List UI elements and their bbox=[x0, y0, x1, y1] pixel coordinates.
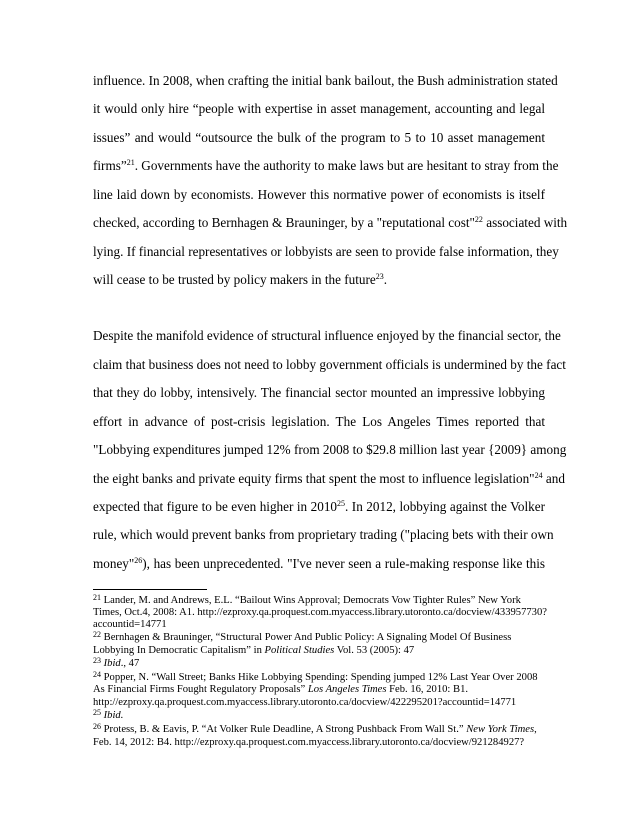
line-text: and bbox=[542, 471, 565, 486]
body-line: effort in advance of post-crisis legislation. The Los Angeles Times reported that bbox=[93, 414, 545, 429]
line-text: checked, according to Bernhagen & Brauninger, by a "reputational cost" bbox=[93, 215, 475, 230]
line-text: ), has been unprecedented. "I've never seen a rule-making response like this bbox=[142, 556, 545, 571]
body-line: line laid down by economists. However this normative power of economists is itself bbox=[93, 187, 545, 202]
body-line: lying. If financial representatives or lobbyists are seen to provide false information, they bbox=[93, 244, 559, 259]
footnote-22-line-1: $^{22}$ Bernhagen & Brauninger, “Structural Power And Public Policy: A Signaling Model Of Business bbox=[93, 630, 512, 643]
line-text: will cease to be trusted by policy makers in the future bbox=[93, 272, 376, 287]
footnote-21-line-1: $^{21}$ Lander, M. and Andrews, E.L. “Bailout Wins Approval; Democrats Vow Tighter Rules” New York bbox=[93, 593, 521, 606]
footnote-ref: 23 bbox=[375, 272, 384, 281]
footnote-25: $^{25}$ Ibid. bbox=[93, 708, 124, 721]
footnote-ref: 21 bbox=[126, 158, 135, 167]
footnote-21-line-2: Times, Oct.4, 2008: A1. http://ezproxy.qa.proquest.com.myaccess.library.utoronto.ca/docview/433957730? bbox=[93, 607, 547, 618]
body-line bbox=[93, 499, 545, 517]
footnote-21-line-3: accountid=14771 bbox=[93, 619, 167, 630]
line-text: . bbox=[383, 272, 388, 287]
footnote-separator bbox=[93, 589, 207, 590]
body-line: it would only hire “people with expertise in asset management, accounting and legal bbox=[93, 101, 545, 116]
line-text: expected that figure to be even higher in 2010 bbox=[93, 499, 338, 514]
body-line: issues” and would “outsource the bulk of the program to 5 to 10 asset management bbox=[93, 130, 545, 145]
body-line bbox=[93, 556, 545, 574]
footnote-24-line-2: As Financial Firms Fought Regulatory Proposals” Los Angeles Times Feb. 16, 2010: B1. bbox=[93, 684, 469, 695]
footnote-26-line-2: Feb. 14, 2012: B4. http://ezproxy.qa.proquest.com.myaccess.library.utoronto.ca/docview/921284927? bbox=[93, 737, 525, 748]
body-line bbox=[93, 272, 545, 290]
footnote-ref: 24 bbox=[534, 471, 543, 480]
footnote-ref: 25 bbox=[337, 499, 346, 508]
line-text: . In 2012, lobbying against the Volker bbox=[345, 499, 545, 514]
body-line: rule, which would prevent banks from proprietary trading ("placing bets with their own bbox=[93, 527, 554, 542]
body-line: Despite the manifold evidence of structural influence enjoyed by the financial sector, the bbox=[93, 328, 561, 343]
body-line bbox=[93, 215, 568, 233]
body-line: "Lobbying expenditures jumped 12% from 2008 to $29.8 million last year {2009} among bbox=[93, 442, 567, 457]
line-text: money" bbox=[93, 556, 135, 571]
footnote-23: $^{23}$ Ibid., 47 bbox=[93, 656, 140, 669]
footnote-26-line-1: $^{26}$ Protess, B. & Eavis, P. “At Volker Rule Deadline, A Strong Pushback From Wall St.” New York Times, bbox=[93, 722, 537, 735]
line-text: firms” bbox=[93, 158, 127, 173]
footnote-24-line-3: http://ezproxy.qa.proquest.com.myaccess.library.utoronto.ca/docview/422295201?accountid=14771 bbox=[93, 697, 517, 708]
footnote-ref: 26 bbox=[134, 556, 143, 565]
line-text: associated with bbox=[482, 215, 568, 230]
footnote-22-line-2: Lobbying In Democratic Capitalism” in Political Studies Vol. 53 (2005): 47 bbox=[93, 645, 415, 656]
body-line: that they do lobby, intensively. The financial sector mounted an impressive lobbying bbox=[93, 385, 545, 400]
footnote-24-line-1: $^{24}$ Popper, N. “Wall Street; Banks Hike Lobbying Spending: Spending jumped 12% Last Year Over 2008 bbox=[93, 670, 538, 683]
body-line: influence. In 2008, when crafting the initial bank bailout, the Bush administration stated bbox=[93, 73, 558, 88]
line-text: . Governments have the authority to make laws but are hesitant to stray from the bbox=[134, 158, 559, 173]
footnote-ref: 22 bbox=[474, 215, 483, 224]
body-line bbox=[93, 158, 559, 176]
line-text: the eight banks and private equity firms that spent the most to influence legislation" bbox=[93, 471, 535, 486]
body-line bbox=[93, 471, 565, 489]
body-line: claim that business does not need to lobby government officials is undermined by the fact bbox=[93, 357, 566, 372]
